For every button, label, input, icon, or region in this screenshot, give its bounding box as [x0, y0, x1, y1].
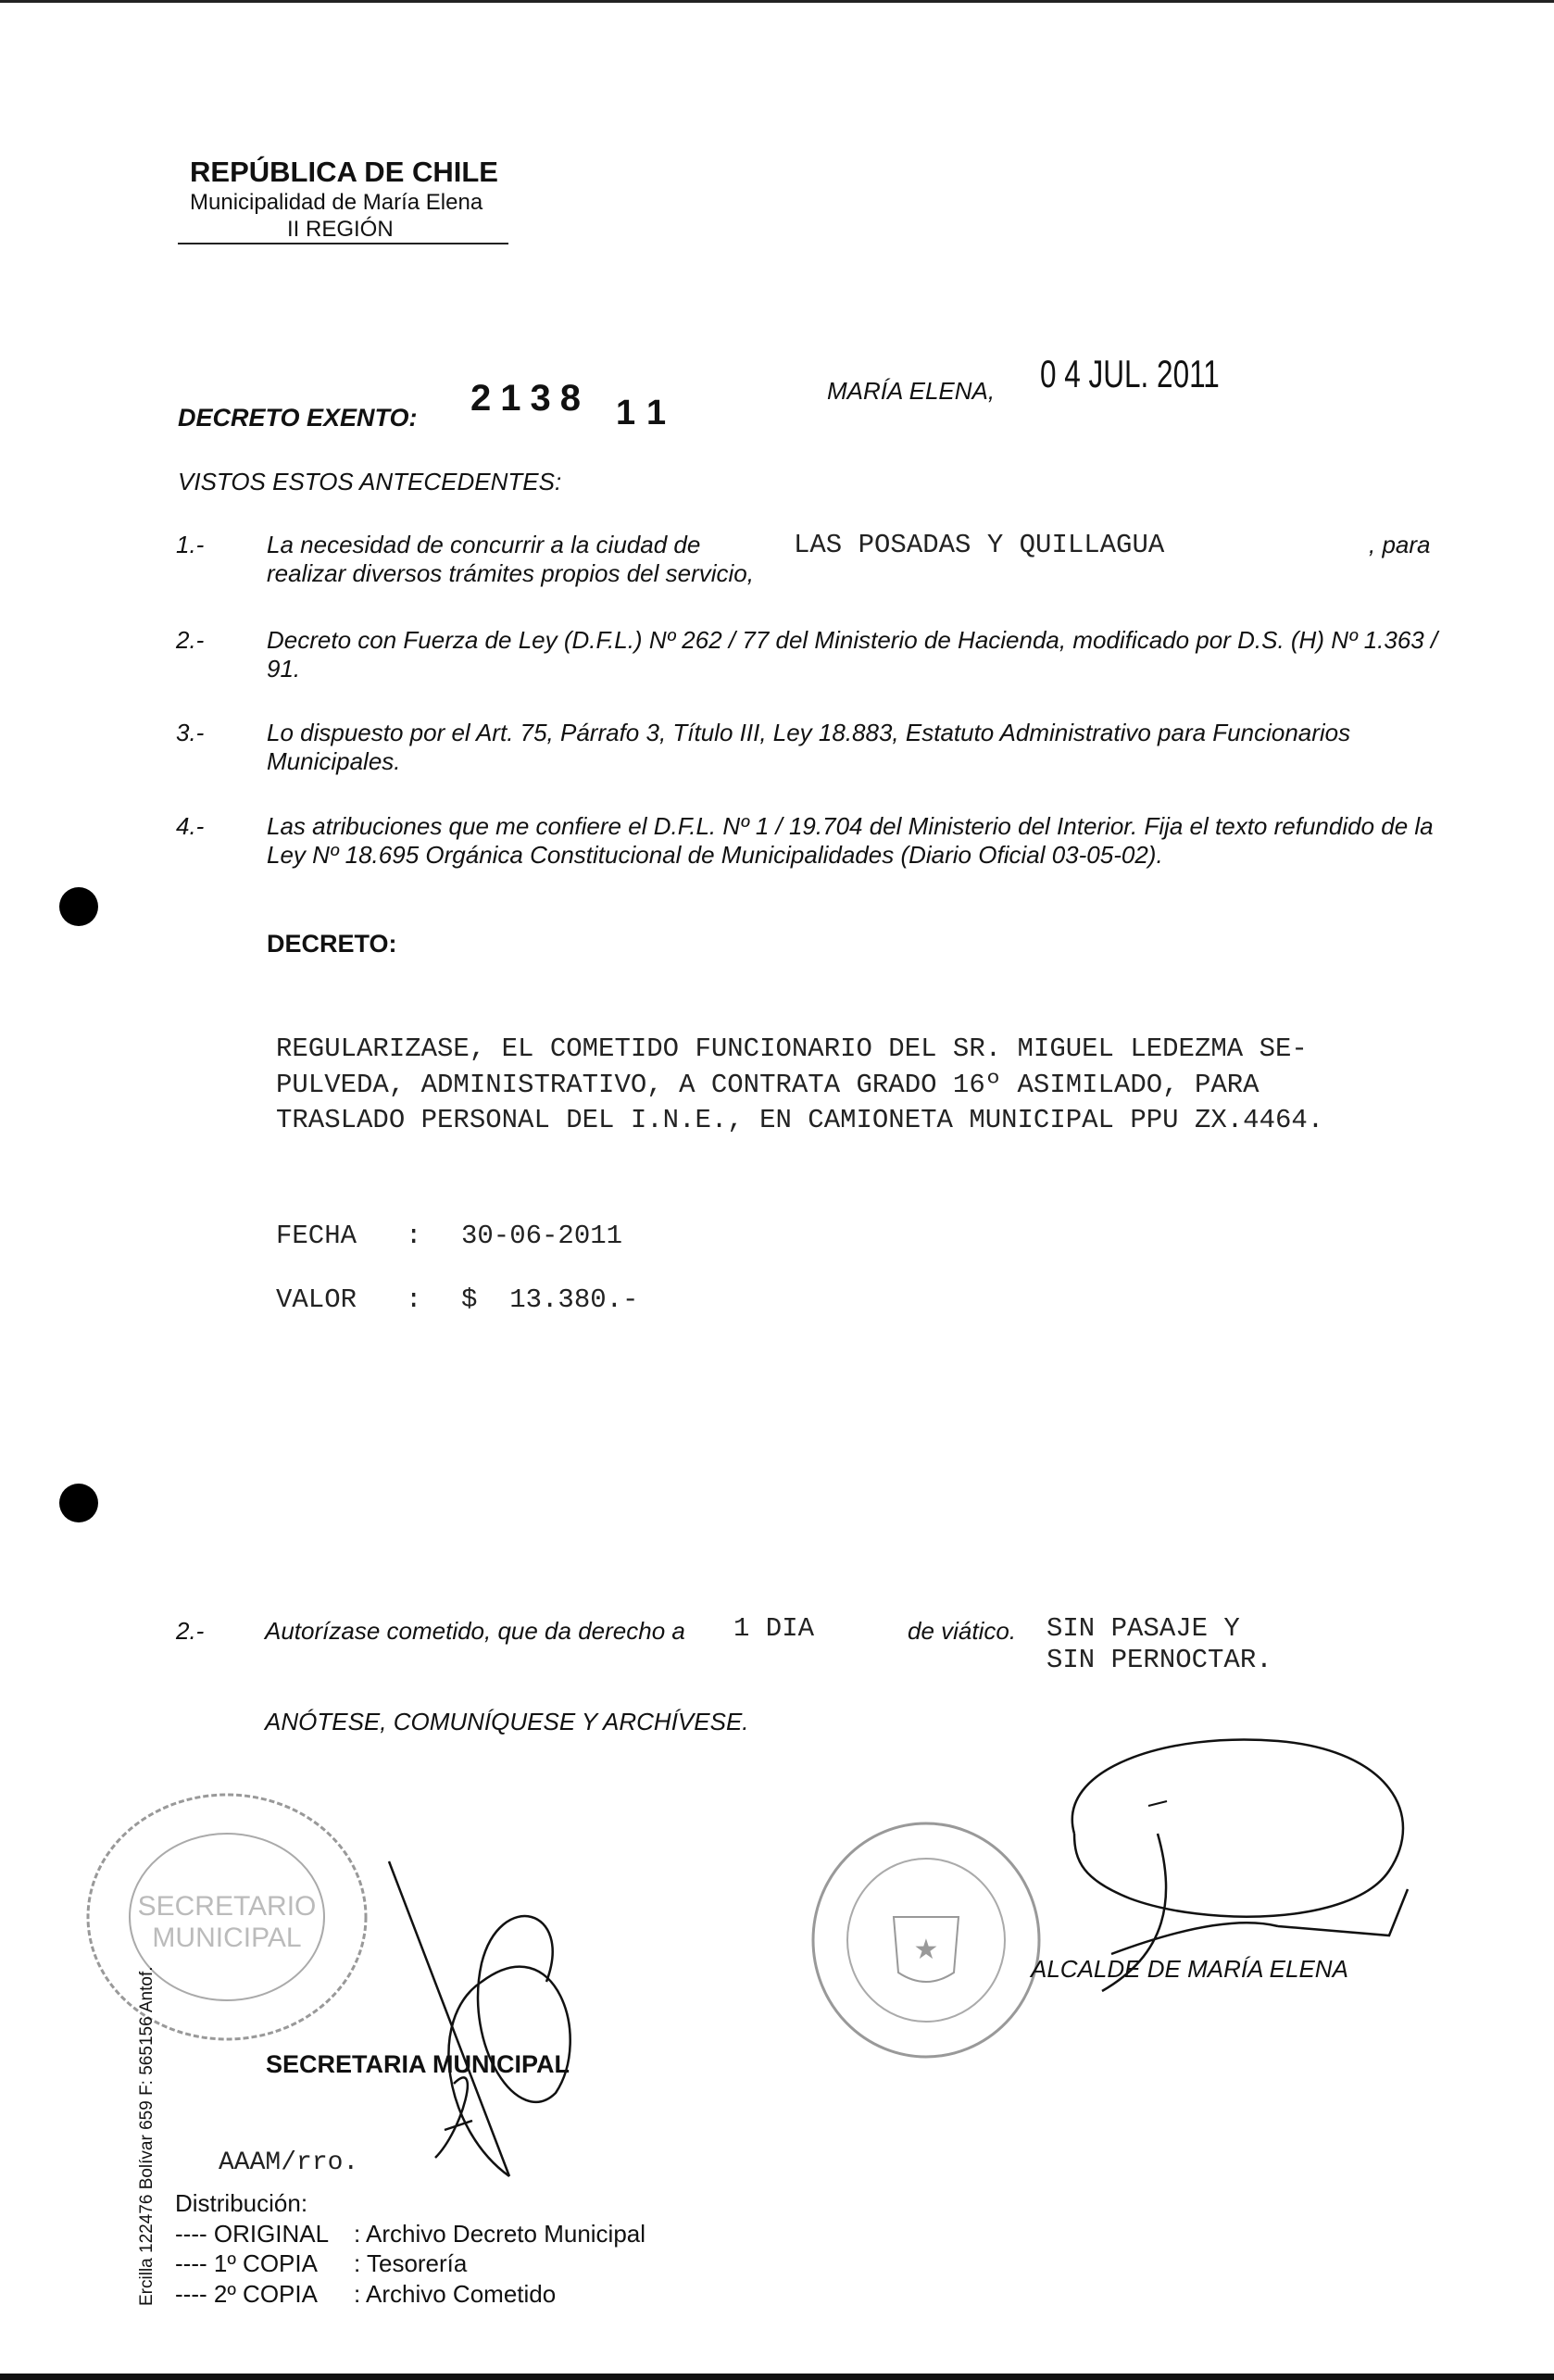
- vistos-item-3: Lo dispuesto por el Art. 75, Párrafo 3, Título III, Ley 18.883, Estatuto Administrativo para Funcionarios Municipales.: [267, 719, 1351, 775]
- decree-number: 2138: [470, 378, 590, 419]
- country-title: REPÚBLICA DE CHILE: [190, 156, 498, 188]
- vistos-item-4: Las atribuciones que me confiere el D.F.L. Nº 1 / 19.704 del Ministerio del Interior. Fija el texto refundido de la Ley Nº 18.695 Orgánica Constitucional de Municipalidades (Diario Oficial 03-05-02).: [267, 812, 1434, 869]
- distribution-copy: ---- 2º COPIA: [175, 2280, 318, 2308]
- valor-label: VALOR: [276, 1284, 357, 1315]
- decreto-title: DECRETO:: [267, 930, 397, 958]
- vistos-title: VISTOS ESTOS ANTECEDENTES:: [178, 468, 562, 495]
- distribution-copy: ---- 1º COPIA: [175, 2249, 318, 2277]
- scan-bottom-edge: [0, 2374, 1554, 2380]
- item2-typed-1: SIN PASAJE Y: [1046, 1613, 1240, 1644]
- secretary-title: SECRETARIA MUNICIPAL: [266, 2050, 570, 2078]
- item2-text-b: de viático.: [908, 1617, 1017, 1645]
- valor-value: $ 13.380.-: [461, 1284, 639, 1315]
- distribution-title: Distribución:: [175, 2189, 308, 2217]
- decree-date: 0 4 JUL. 2011: [1040, 352, 1220, 395]
- item2-typed-2: SIN PERNOCTAR.: [1046, 1645, 1272, 1675]
- seal-text: MUNICIPAL: [152, 1923, 302, 1953]
- secretary-signature: [352, 1741, 630, 2204]
- header-underline: [178, 243, 508, 244]
- item-text: , para: [1369, 531, 1431, 558]
- decree-label: DECRETO EXENTO:: [178, 404, 418, 432]
- secretary-seal: [74, 1778, 380, 2056]
- item-number: 3.-: [176, 719, 205, 746]
- decree-body-line: PULVEDA, ADMINISTRATIVO, A CONTRATA GRADO 16º ASIMILADO, PARA: [276, 1070, 1259, 1100]
- decree-body-line: TRASLADO PERSONAL DEL I.N.E., EN CAMIONETA MUNICIPAL PPU ZX.4464.: [276, 1105, 1324, 1135]
- item2-days: 1 DIA: [733, 1613, 815, 1644]
- decree-number-suffix: 11: [616, 394, 680, 432]
- fecha-label: FECHA: [276, 1221, 357, 1251]
- printer-imprint: Ercilla 122476 Bolívar 659 F: 565156 Antof.: [137, 1966, 157, 2306]
- valor-colon: :: [406, 1284, 422, 1315]
- item2-text: Autorízase cometido, que da derecho a: [265, 1617, 685, 1645]
- item-number: 2.-: [176, 626, 205, 654]
- item-text: realizar diversos trámites propios del servicio,: [267, 559, 754, 587]
- seal-text: SECRETARIO: [137, 1891, 317, 1922]
- region-name: II REGIÓN: [287, 217, 394, 242]
- scan-top-edge: [0, 0, 1554, 3]
- distribution-copy: ---- ORIGINAL: [175, 2220, 330, 2248]
- punch-hole-bottom: [59, 1484, 98, 1522]
- fecha-colon: :: [406, 1221, 422, 1251]
- distribution-dest: : Tesorería: [354, 2249, 468, 2277]
- item-number: 4.-: [176, 812, 205, 840]
- closing-text: ANÓTESE, COMUNÍQUESE Y ARCHÍVESE.: [265, 1708, 749, 1735]
- decree-body-line: REGULARIZASE, EL COMETIDO FUNCIONARIO DEL SR. MIGUEL LEDEZMA SE-: [276, 1033, 1308, 1064]
- item-text: La necesidad de concurrir a la ciudad de: [267, 531, 701, 558]
- vistos-item-2: Decreto con Fuerza de Ley (D.F.L.) Nº 262 / 77 del Ministerio de Hacienda, modificado por D.S. (H) Nº 1.363 / 91.: [267, 626, 1438, 683]
- initials: AAAM/rro.: [219, 2148, 359, 2177]
- svg-text:★: ★: [913, 1935, 939, 1965]
- vistos-item-1: [267, 531, 1443, 588]
- distribution-dest: : Archivo Cometido: [354, 2280, 557, 2308]
- punch-hole-top: [59, 887, 98, 926]
- mayor-title: ALCALDE DE MARÍA ELENA: [1031, 1955, 1348, 1983]
- place-label: MARÍA ELENA,: [827, 377, 996, 405]
- typed-destination: LAS POSADAS Y QUILLAGUA: [794, 530, 1165, 560]
- item2-number: 2.-: [176, 1617, 205, 1645]
- fecha-value: 30-06-2011: [461, 1221, 623, 1251]
- municipality-name: Municipalidad de María Elena: [190, 190, 483, 215]
- item-number: 1.-: [176, 531, 205, 558]
- distribution-dest: : Archivo Decreto Municipal: [354, 2220, 646, 2248]
